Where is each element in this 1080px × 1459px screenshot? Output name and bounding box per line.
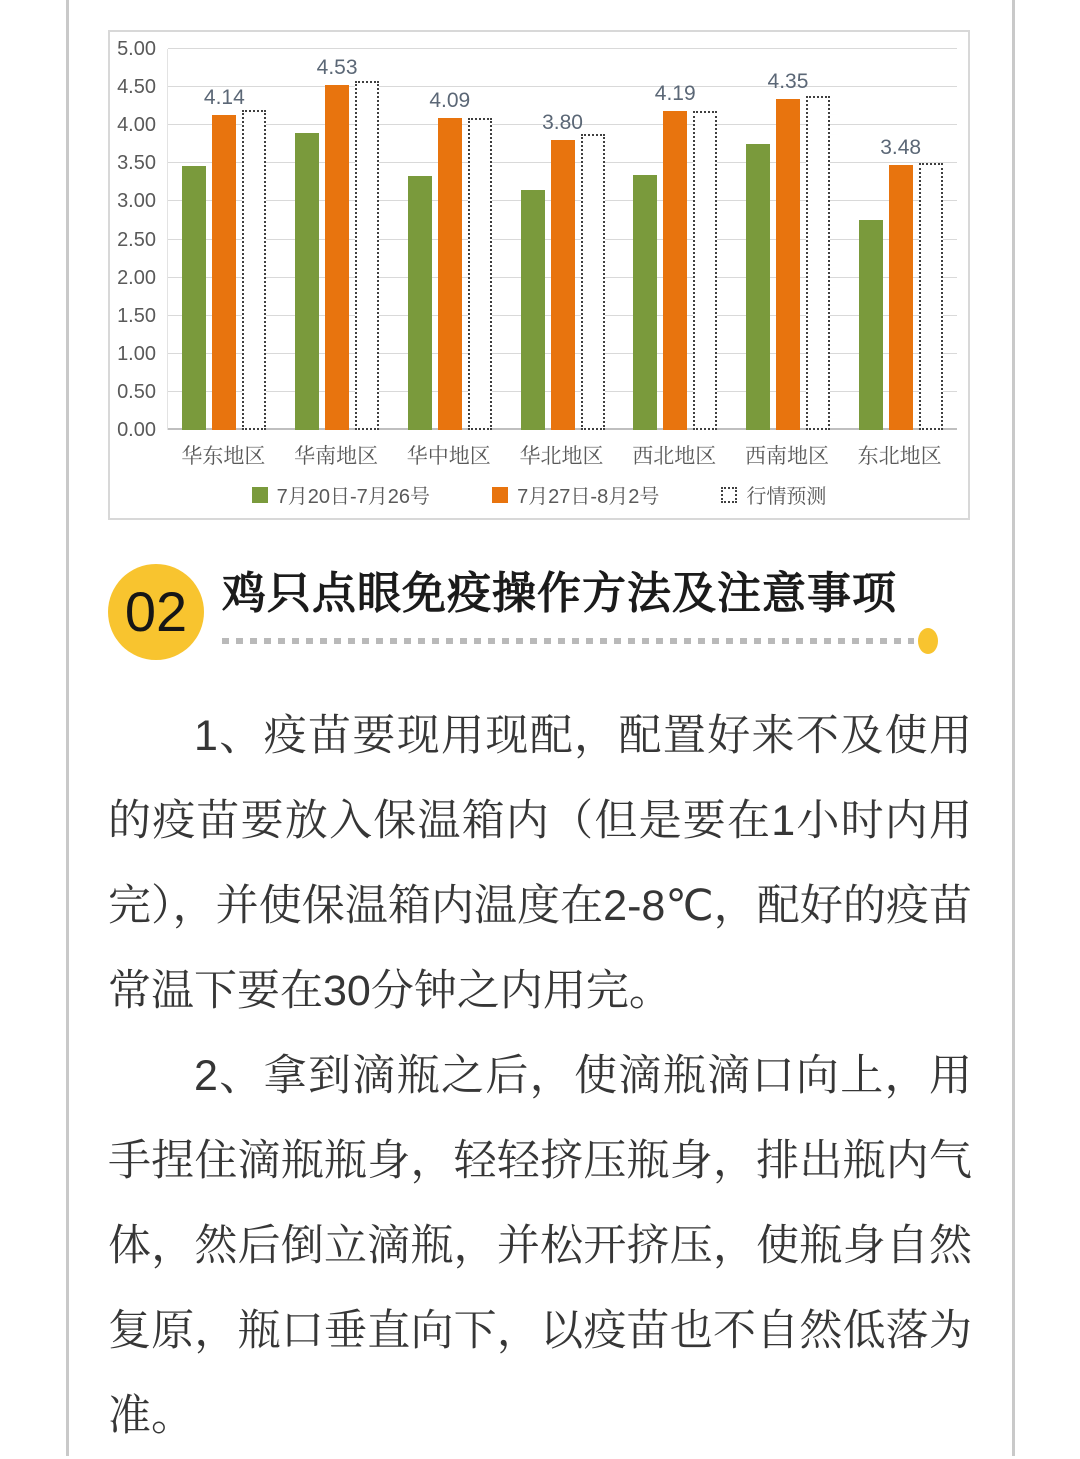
bar-series1-东北地区: [889, 165, 913, 430]
legend-label: 行情预测: [746, 486, 827, 508]
bar-group: [844, 49, 957, 430]
bar-slot: [316, 49, 358, 430]
bar-slot: [242, 49, 266, 430]
bar-slot: [859, 49, 883, 430]
y-tick-label: 2.50: [117, 228, 156, 251]
y-tick-label: 2.00: [117, 266, 156, 289]
bar-series1-西南地区: [776, 99, 800, 430]
y-tick-label: 5.00: [117, 38, 156, 60]
bar-series1-华南地区: [325, 85, 349, 430]
legend-swatch-icon: [721, 487, 737, 503]
bar-slot: [633, 49, 657, 430]
bar-slot: [295, 49, 319, 430]
legend-label: 7月27日-8月2号: [517, 486, 660, 508]
bar-slot: [767, 49, 809, 430]
bar-slot: [581, 49, 605, 430]
y-tick-label: 4.00: [117, 114, 156, 137]
bar-slot: [806, 49, 830, 430]
divider-end-dot-icon: [918, 628, 938, 654]
paragraph-1: 1、疫苗要现用现配，配置好来不及使用的疫苗要放入保温箱内（但是要在1小时内用完），并使保温箱内温度在2-8℃，配好的疫苗常温下要在30分钟之内用完。: [108, 712, 972, 1015]
bar-series2-西北地区: [693, 111, 717, 430]
paragraph-2: 2、拿到滴瓶之后，使滴瓶滴口向上，用手捏住滴瓶瓶身，轻轻挤压瓶身，排出瓶内气体，然后倒立滴瓶，并松开挤压，使瓶身自然复原，瓶口垂直向下，以疫苗也不自然低落为准。: [108, 1052, 972, 1440]
x-tick-label: 东北地区: [857, 445, 942, 468]
bar-value-label: 3.80: [542, 111, 583, 135]
bar-group: [168, 49, 281, 430]
bar-value-label: 3.48: [880, 135, 922, 159]
bar-series2-华南地区: [355, 81, 379, 430]
bar-value-label: 4.35: [767, 69, 809, 93]
section-title: 鸡只点眼免疫操作方法及注意事项: [222, 569, 897, 618]
left-page-rule: [66, 0, 69, 1456]
bar-slot: [355, 49, 379, 430]
bar-value-label: 4.19: [654, 81, 696, 105]
bar-slot: [521, 49, 545, 430]
bar-group: [393, 49, 506, 430]
x-tick-label: 华东地区: [181, 445, 266, 468]
bar-series0-西北地区: [633, 175, 657, 430]
section-header: [108, 560, 972, 660]
legend-swatch-icon: [492, 487, 508, 503]
bar-series1-西北地区: [663, 111, 687, 430]
x-tick-label: 西北地区: [632, 445, 717, 468]
price-bar-chart: [108, 30, 970, 520]
bar-slot: [654, 49, 696, 430]
x-tick-label: 西南地区: [744, 445, 829, 468]
plot-area: [117, 38, 957, 441]
bar-groups: [168, 49, 957, 430]
bar-series1-华北地区: [551, 140, 575, 430]
bar-slot: [693, 49, 717, 430]
section-number-badge: 02: [108, 564, 204, 660]
right-page-rule: [1012, 0, 1015, 1456]
bar-series0-东北地区: [859, 220, 883, 430]
dashed-line: [222, 638, 914, 644]
bar-value-label: 4.09: [429, 89, 471, 113]
legend-label: 7月20日-7月26号: [276, 486, 431, 508]
x-tick-label: 华中地区: [406, 445, 491, 468]
bar-slot: [919, 49, 943, 430]
bar-value-label: 4.14: [203, 85, 245, 109]
legend-item: [492, 480, 659, 509]
bar-group: [506, 49, 619, 430]
bar-slot: [203, 49, 245, 430]
bar-series2-东北地区: [919, 163, 943, 430]
y-tick-label: 1.50: [117, 304, 156, 327]
bar-slot: [468, 49, 492, 430]
bar-slot: [429, 49, 471, 430]
x-axis-labels: [167, 440, 956, 470]
legend-item: [252, 480, 430, 509]
bar-slot: [880, 49, 922, 430]
bar-series2-华东地区: [242, 110, 266, 430]
y-tick-label: 4.50: [117, 76, 156, 99]
bar-slot: [408, 49, 432, 430]
y-tick-label: 0.00: [117, 419, 156, 441]
bar-group: [732, 49, 845, 430]
x-tick-label: 华北地区: [519, 445, 604, 468]
y-tick-label: 0.50: [117, 380, 156, 403]
bar-slot: [182, 49, 206, 430]
bar-value-label: 4.53: [316, 55, 358, 79]
x-tick-label: 华南地区: [294, 445, 379, 468]
chart-legend: [110, 480, 968, 509]
section-divider: [222, 628, 938, 654]
y-tick-label: 1.00: [117, 342, 156, 365]
bar-series2-西南地区: [806, 96, 830, 430]
bar-slot: [746, 49, 770, 430]
y-tick-label: 3.50: [117, 152, 156, 175]
section-header-right: [222, 560, 972, 654]
bar-series2-华北地区: [581, 134, 605, 430]
bar-series0-华中地区: [408, 176, 432, 430]
bar-series0-西南地区: [746, 144, 770, 431]
bar-slot: [542, 49, 583, 430]
bar-series0-华东地区: [182, 166, 206, 430]
article-body: [108, 694, 972, 1459]
bar-series0-华南地区: [295, 133, 319, 430]
bar-series0-华北地区: [521, 190, 545, 430]
bar-group: [619, 49, 732, 430]
bar-group: [281, 49, 394, 430]
legend-swatch-icon: [252, 487, 268, 503]
bar-series1-华中地区: [438, 118, 462, 430]
legend-item: [721, 480, 826, 509]
bar-series1-华东地区: [212, 115, 236, 430]
bar-series2-华中地区: [468, 118, 492, 430]
y-tick-label: 3.00: [117, 190, 156, 213]
